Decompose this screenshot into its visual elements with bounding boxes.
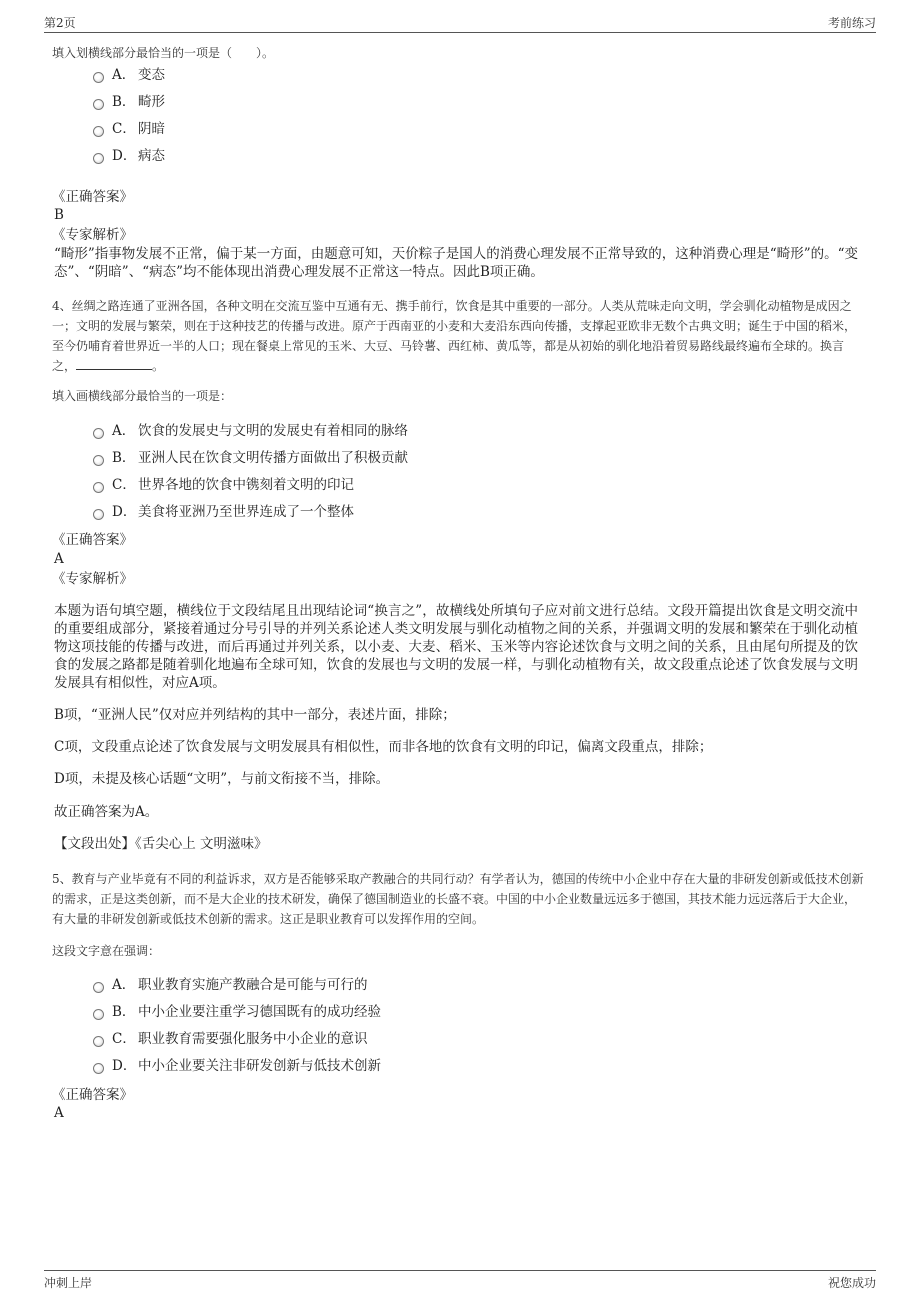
q4-analysis-p5: 故正确答案为A。: [54, 804, 159, 820]
q4-analysis-label: 《专家解析》: [52, 571, 133, 587]
radio-icon[interactable]: [93, 72, 104, 83]
q3-analysis-label: 《专家解析》: [52, 227, 133, 243]
q5-option-b[interactable]: B． 中小企业要注重学习德国既有的成功经验: [93, 1002, 381, 1022]
q4-source: 【文段出处】《舌尖心上 文明滋味》: [54, 836, 268, 852]
q4-option-b[interactable]: B． 亚洲人民在饮食文明传播方面做出了积极贡献: [93, 448, 408, 468]
radio-icon[interactable]: [93, 99, 104, 110]
radio-icon[interactable]: [93, 153, 104, 164]
q3-option-a[interactable]: A． 变态: [93, 65, 165, 85]
q4-analysis-p2: B项，“亚洲人民”仅对应并列结构的其中一部分，表述片面，排除；: [54, 707, 456, 723]
q3-answer: B: [54, 207, 64, 223]
radio-icon[interactable]: [93, 455, 104, 466]
q4-analysis-p4: D项，未提及核心话题“文明”，与前文衔接不当，排除。: [54, 771, 390, 787]
q3-answer-label: 《正确答案》: [52, 189, 133, 205]
radio-icon[interactable]: [93, 1009, 104, 1020]
radio-icon[interactable]: [93, 1036, 104, 1047]
radio-icon[interactable]: [93, 428, 104, 439]
radio-icon[interactable]: [93, 982, 104, 993]
footer-right-text: 祝您成功: [827, 1276, 876, 1290]
q5-option-c[interactable]: C． 职业教育需要强化服务中小企业的意识: [93, 1029, 368, 1049]
q5-option-a[interactable]: A． 职业教育实施产教融合是可能与可行的: [93, 975, 368, 995]
q4-blank: [76, 357, 152, 370]
q5-option-d[interactable]: D． 中小企业要关注非研发创新与低技术创新: [93, 1056, 381, 1076]
q3-option-c[interactable]: C． 阴暗: [93, 119, 165, 139]
q3-option-d[interactable]: D． 病态: [93, 146, 165, 166]
page-number: 第2页: [44, 16, 76, 30]
q4-analysis-p3: C项，文段重点论述了饮食发展与文明发展具有相似性，而非各地的饮食有文明的印记，偏离文段重点，排除；: [54, 739, 713, 755]
q5-answer: A: [54, 1105, 64, 1121]
radio-icon[interactable]: [93, 126, 104, 137]
radio-icon[interactable]: [93, 509, 104, 520]
radio-icon[interactable]: [93, 1063, 104, 1074]
q5-passage: 5、教育与产业毕竟有不同的利益诉求，双方是否能够采取产教融合的共同行动？有学者认为，德国的传统中小企业中存在大量的非研发创新或低技术创新的需求，正是这类创新，而不是大企业的技术研发，确保了德国制造业的长盛不衰。中国的中小企业数量远远多于德国，其技术能力远远落后于大企业，有大量的非研发创新或低技术创新的需求。这正是职业教育可以发挥作用的空间。: [52, 872, 864, 926]
page-footer: [44, 1270, 876, 1293]
q3-prompt: 填入划横线部分最恰当的一项是（ ）。: [52, 46, 275, 60]
q3-option-b[interactable]: B． 畸形: [93, 92, 165, 112]
q4-answer-label: 《正确答案》: [52, 532, 133, 548]
q5-prompt: 这段文字意在强调：: [52, 944, 161, 958]
q4-prompt: 填入画横线部分最恰当的一项是：: [52, 389, 233, 403]
q5-answer-label: 《正确答案》: [52, 1087, 133, 1103]
page-header: [44, 14, 876, 33]
q4-passage: 4、丝绸之路连通了亚洲各国，各种文明在交流互鉴中互通有无、携手前行，饮食是其中重要的一部分。人类从荒味走向文明，学会驯化动植物是成因之一；文明的发展与繁荣，则在于这种技艺的传播与改进。原产于西南亚的小麦和大麦沿东西向传播，支撑起亚欧非无数个古典文明；诞生于中国的稻米，至今仍哺育着世界近一半的人口；现在餐桌上常见的玉米、大豆、马铃薯、西红柿、黄瓜等，都是从初始的驯化地沿着贸易路线最终遍布全球的。换言之， 。: [52, 299, 857, 373]
q4-option-d[interactable]: D． 美食将亚洲乃至世界连成了一个整体: [93, 502, 354, 522]
radio-icon[interactable]: [93, 482, 104, 493]
header-title: 考前练习: [827, 16, 876, 30]
q4-option-a[interactable]: A． 饮食的发展史与文明的发展史有着相同的脉络: [93, 421, 408, 441]
q3-analysis: “畸形”指事物发展不正常，偏于某一方面，由题意可知，天价粽子是国人的消费心理发展不正常导致的，这种消费心理是“畸形”的。“变态”、“阴暗”、“病态”均不能体现出消费心理发展不正常这一特点。因此B项正确。: [54, 246, 859, 280]
q4-option-c[interactable]: C． 世界各地的饮食中镌刻着文明的印记: [93, 475, 354, 495]
q4-analysis-p1: 本题为语句填空题，横线位于文段结尾且出现结论词“换言之”，故横线处所填句子应对前文进行总结。文段开篇提出饮食是文明交流中的重要组成部分，紧接着通过分号引导的并列关系论述人类文明发展与驯化动植物之间的关系，并强调文明的发展和繁荣在于驯化动植物这项技能的传播与改进，而后再通过并列关系，以小麦、大麦、稻米、玉米等内容论述饮食与文明之间的关系，且由尾句所提及的饮食的发展之路都是随着驯化地遍布全球可知，饮食的发展也与文明的发展一样，与驯化动植物有关，故文段重点论述了饮食发展与文明发展具有相似性，对应A项。: [54, 603, 858, 691]
q4-answer: A: [54, 551, 64, 567]
footer-left-text: 冲刺上岸: [44, 1276, 93, 1290]
